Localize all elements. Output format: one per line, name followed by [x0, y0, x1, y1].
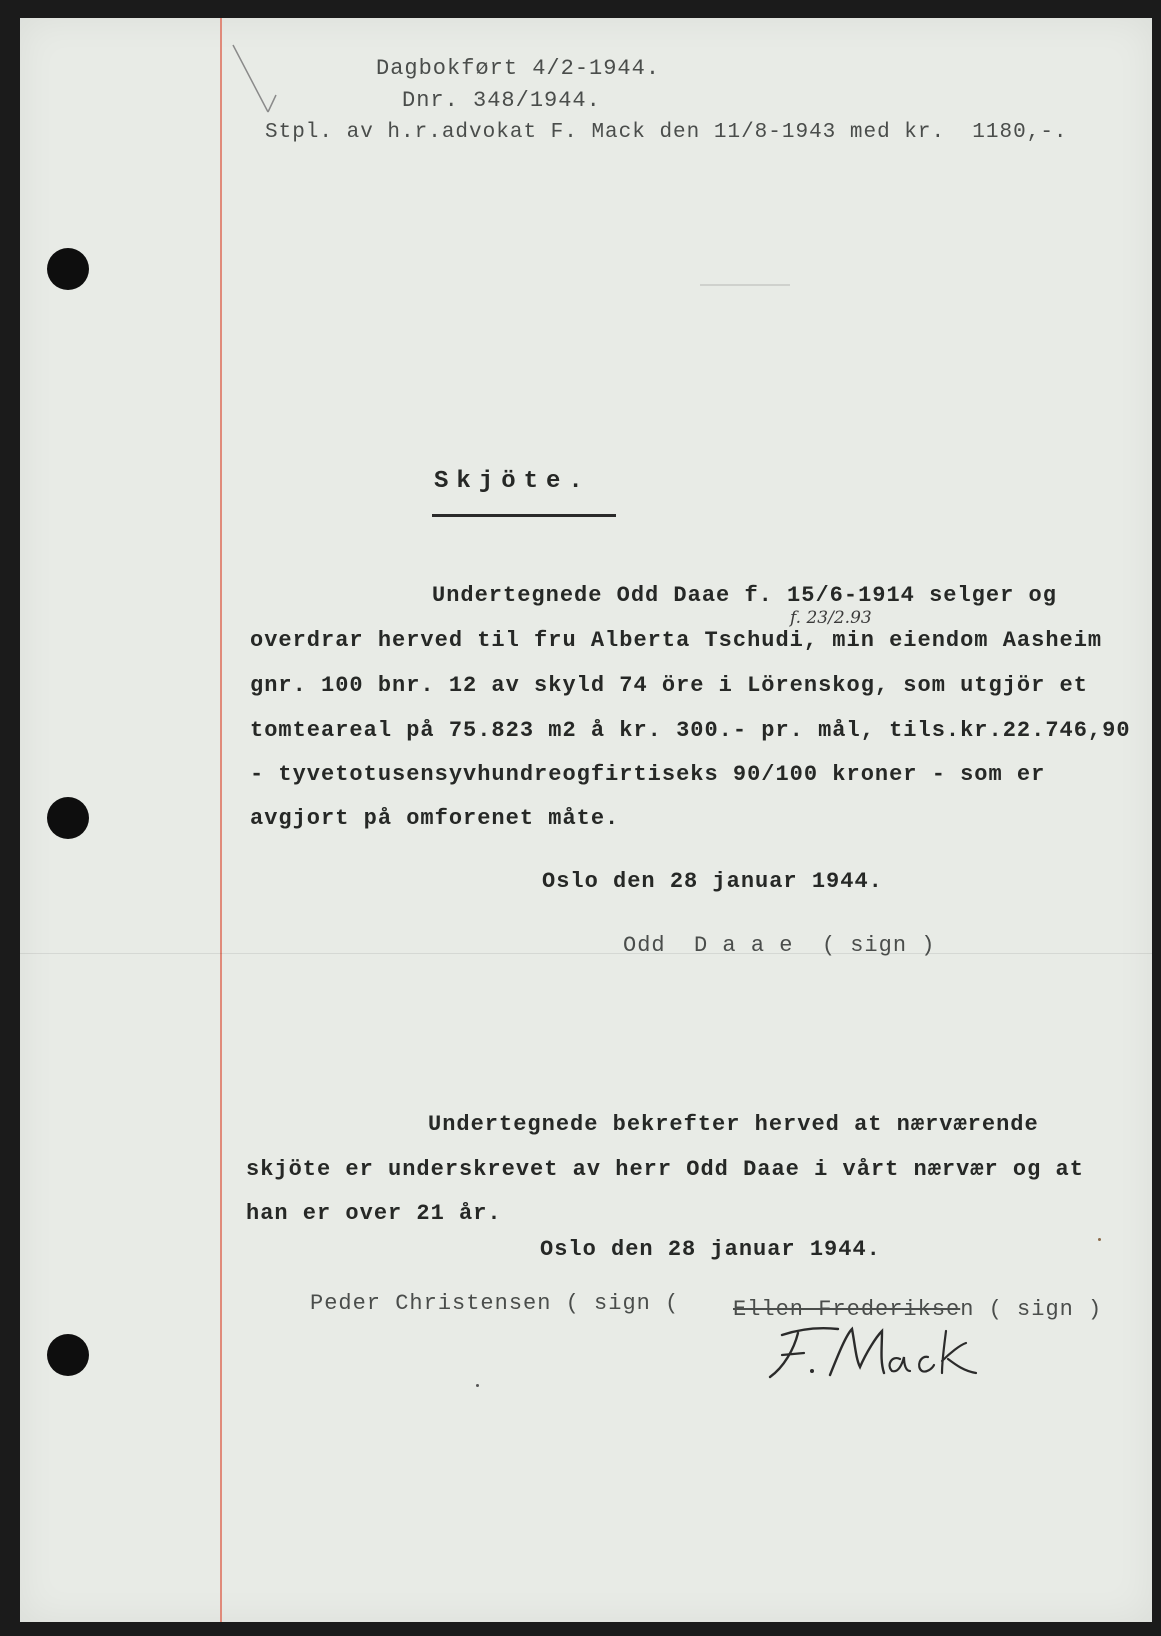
- deed-line-6: avgjort på omforenet måte.: [250, 806, 620, 831]
- document-title: Skjöte.: [434, 468, 591, 495]
- punch-hole-bottom: [47, 1334, 89, 1376]
- header-stamp-line: Stpl. av h.r.advokat F. Mack den 11/8-1943 med kr. 1180,-.: [265, 121, 1068, 144]
- struck-witness-name: Ellen Frederikse: [733, 1297, 961, 1322]
- witness-signature-1: Peder Christensen ( sign (: [310, 1291, 680, 1316]
- handwritten-birthdate-note: f. 23/2.93: [790, 608, 872, 628]
- witness-signature-2-rest: n ( sign ): [960, 1297, 1103, 1322]
- margin-line: [220, 18, 222, 1622]
- faint-mark: [700, 284, 790, 286]
- punch-hole-top: [47, 248, 89, 290]
- title-underline: [432, 514, 616, 517]
- witness-line-1: Undertegnede bekrefter herved at nærværende: [428, 1112, 1039, 1137]
- deed-line-5: - tyvetotusensyvhundreogfirtiseks 90/100 kroner - som er: [250, 762, 1046, 787]
- deed-line-4: tomteareal på 75.823 m2 å kr. 300.- pr. mål, tils.kr.22.746,90: [250, 718, 1131, 743]
- stray-dot: [1098, 1238, 1101, 1241]
- deed-place-date: Oslo den 28 januar 1944.: [542, 869, 883, 894]
- handwritten-signature-f-mack: [760, 1315, 990, 1395]
- punch-hole-middle: [47, 797, 89, 839]
- seller-signature-line: Odd D a a e ( sign ): [623, 933, 936, 958]
- deed-line-1: Undertegnede Odd Daae f. 15/6-1914 selger og: [432, 583, 1057, 608]
- witness-line-2: skjöte er underskrevet av herr Odd Daae i vårt nærvær og at: [246, 1157, 1084, 1182]
- page-fold: [20, 953, 1152, 954]
- stray-dot: [476, 1384, 479, 1387]
- header-dnr-line: Dnr. 348/1944.: [402, 88, 601, 113]
- witness-line-3: han er over 21 år.: [246, 1201, 502, 1226]
- deed-line-2: overdrar herved til fru Alberta Tschudi, min eiendom Aasheim: [250, 628, 1103, 653]
- deed-line-3: gnr. 100 bnr. 12 av skyld 74 öre i Lörenskog, som utgjör et: [250, 673, 1088, 698]
- header-journal-line: Dagbokført 4/2-1944.: [376, 56, 661, 81]
- pencil-tick-mark: [228, 40, 288, 115]
- witness-place-date: Oslo den 28 januar 1944.: [540, 1237, 881, 1262]
